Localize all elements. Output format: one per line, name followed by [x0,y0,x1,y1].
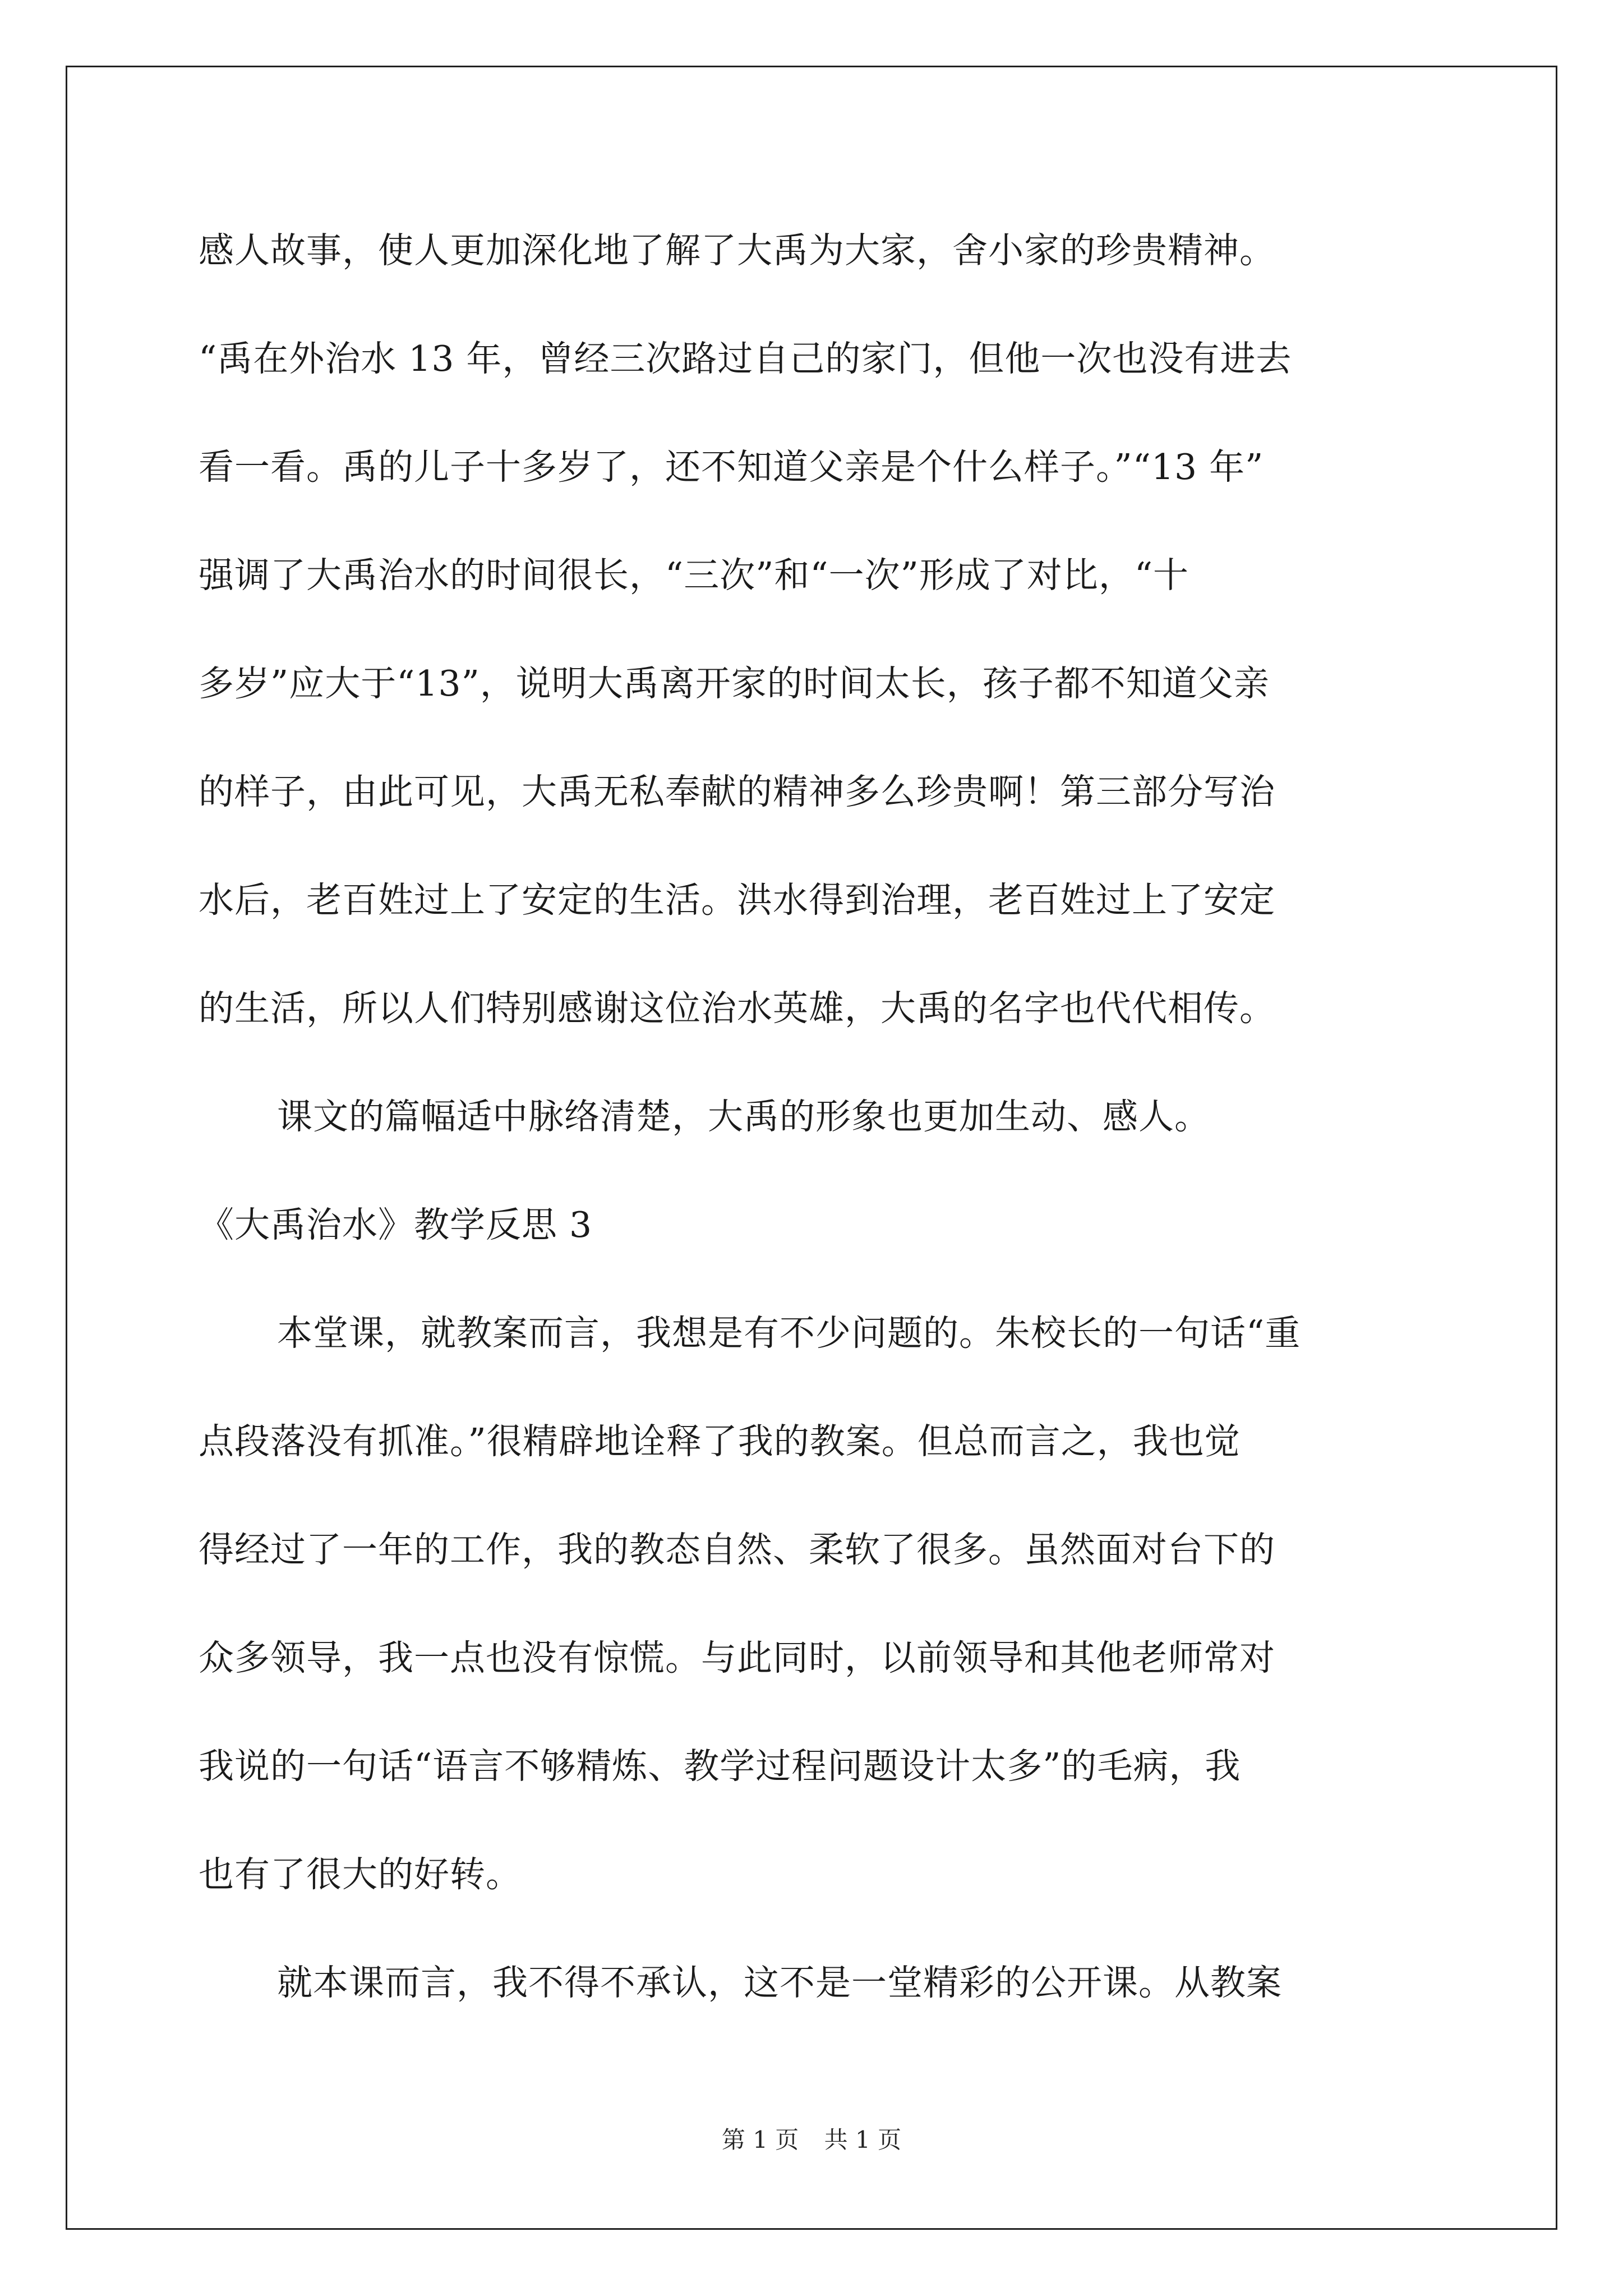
text-line: 也有了很大的好转。 [199,1854,522,1895]
text-line: “禹在外治水 13 年，曾经三次路过自己的家门，但他一次也没有进去 [199,338,1292,379]
text-line: 众多领导，我一点也没有惊慌。与此同时，以前领导和其他老师常对 [199,1637,1275,1678]
text-line: 点段落没有抓准。”很精辟地诠释了我的教案。但总而言之，我也觉 [199,1421,1241,1462]
section-heading: 《大禹治水》教学反思 3 [199,1204,593,1245]
text-line: 强调了大禹治水的时间很长，“三次”和“一次”形成了对比，“十 [199,555,1189,596]
text-line: 的样子，由此可见，大禹无私奉献的精神多么珍贵啊！第三部分写治 [199,771,1275,812]
text-line: 看一看。禹的儿子十多岁了，还不知道父亲是个什么样子。”“13 年” [199,447,1264,487]
page-total: 共 1 页 [824,2126,902,2154]
page-number: 第 1 页 [721,2126,799,2154]
text-line: 课文的篇幅适中脉络清楚，大禹的形象也更加生动、感人。 [277,1096,1210,1137]
text-line: 本堂课，就教案而言，我想是有不少问题的。朱校长的一句话“重 [277,1313,1301,1354]
text-line: 得经过了一年的工作，我的教态自然、柔软了很多。虽然面对台下的 [199,1529,1275,1570]
document-body [199,196,1432,2037]
text-line: 感人故事，使人更加深化地了解了大禹为大家，舍小家的珍贵精神。 [199,230,1275,271]
text-line: 的生活，所以人们特别感谢这位治水英雄，大禹的名字也代代相传。 [199,988,1275,1029]
text-line: 多岁”应大于“13”，说明大禹离开家的时间太长，孩子都不知道父亲 [199,663,1270,704]
text-line: 我说的一句话“语言不够精炼、教学过程问题设计太多”的毛病，我 [199,1746,1241,1787]
text-line: 水后，老百姓过上了安定的生活。洪水得到治理，老百姓过上了安定 [199,880,1275,921]
page-footer [0,2122,1623,2155]
text-line: 就本课而言，我不得不承认，这不是一堂精彩的公开课。从教案 [277,1962,1282,2003]
